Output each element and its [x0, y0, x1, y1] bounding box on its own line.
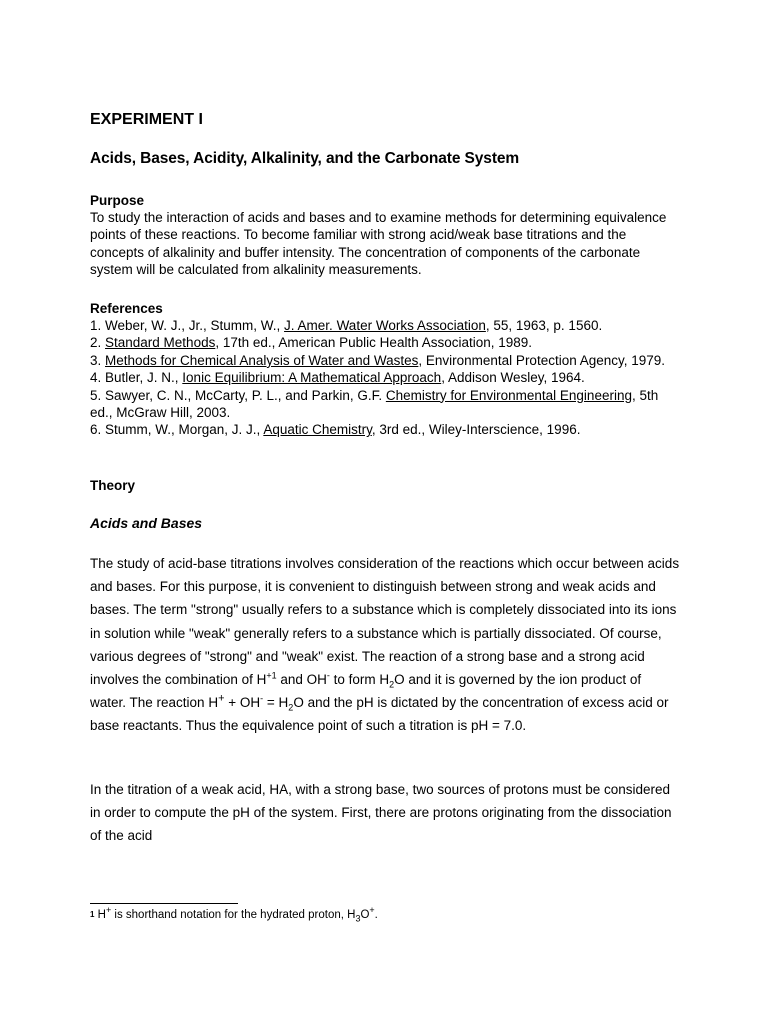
reference-title: Aquatic Chemistry	[263, 422, 372, 438]
reference-title: J. Amer. Water Works Association	[284, 318, 486, 333]
body-paragraph-2: In the titration of a weak acid, HA, with a strong base, two sources of protons must be considered in order to compute the pH of the system. First, there are protons originating from the dissociation of the acid	[90, 782, 672, 844]
footnote-divider	[90, 903, 238, 904]
reference-title: Standard Methods	[105, 335, 216, 351]
experiment-label: EXPERIMENT I	[90, 111, 203, 128]
footnote-mark: 1	[90, 910, 95, 919]
reference-title: Methods for Chemical Analysis of Water and Wastes	[105, 352, 419, 368]
references-heading: References	[90, 301, 163, 316]
reference-item: 1. Weber, W. J., Jr., Stumm, W., J. Amer. Water Works Association, 55, 1963, p. 1560.	[90, 318, 603, 333]
footnote: $^1$ H+ is shorthand notation for the hydrated proton, $H_3O^+$.	[90, 905, 378, 924]
theory-heading: Theory	[90, 478, 136, 493]
purpose-section	[90, 192, 680, 279]
body-paragraph-1: The study of acid-base titrations involves consideration of the reactions which occur between acids and bases. For this purpose, it is convenient to distinguish between strong and weak acids and bases. The term "strong" usually refers to a substance which is completely dissociated into its ions in solution while "weak" generally refers to a substance which is partially dissociated. Of course, various degrees of "strong" and "weak" exist. The reaction of a strong base and a strong acid involves the combination of $H^{+1}$ and OH- to form $H_2O$ and it is governed by the ion product of water. The reaction $H^+ + OH^- = H_2O$ and the pH is dictated by the concentration of excess acid or base reactants. Thus the equivalence point of such a titration is pH = 7.0.	[90, 556, 680, 734]
purpose-heading: Purpose	[90, 193, 145, 208]
reference-title: Ionic Equilibrium: A Mathematical Approach	[182, 370, 442, 386]
main-title: Acids, Bases, Acidity, Alkalinity, and the Carbonate System	[90, 150, 520, 167]
acids-bases-heading: Acids and Bases	[90, 515, 203, 531]
reference-item: 6. Stumm, W., Morgan, J. J., Aquatic Chemistry, 3rd ed., Wiley-Interscience, 1996.	[90, 422, 581, 438]
reference-item: 4. Butler, J. N., Ionic Equilibrium: A Mathematical Approach, Addison Wesley, 1964.	[90, 370, 585, 386]
purpose-text: To study the interaction of acids and bases and to examine methods for determining equivalence points of these reactions. To become familiar with strong acid/weak base titrations and the concepts of alkalinity and buffer intensity. The concentration of components of the carbonate system will be calculated from alkalinity measurements.	[90, 210, 667, 278]
references-section	[90, 300, 680, 439]
reference-item: 3. Methods for Chemical Analysis of Water and Wastes, Environmental Protection Agency, 1979.	[90, 352, 666, 368]
reference-title: Chemistry for Environmental Engineering	[385, 387, 632, 403]
reference-item: 2. Standard Methods, 17th ed., American Public Health Association, 1989.	[90, 335, 533, 351]
reference-item: 5. Sawyer, C. N., McCarty, P. L., and Parkin, G.F. Chemistry for Environmental Engineering, 5th ed., McGraw Hill, 2003.	[90, 387, 659, 421]
